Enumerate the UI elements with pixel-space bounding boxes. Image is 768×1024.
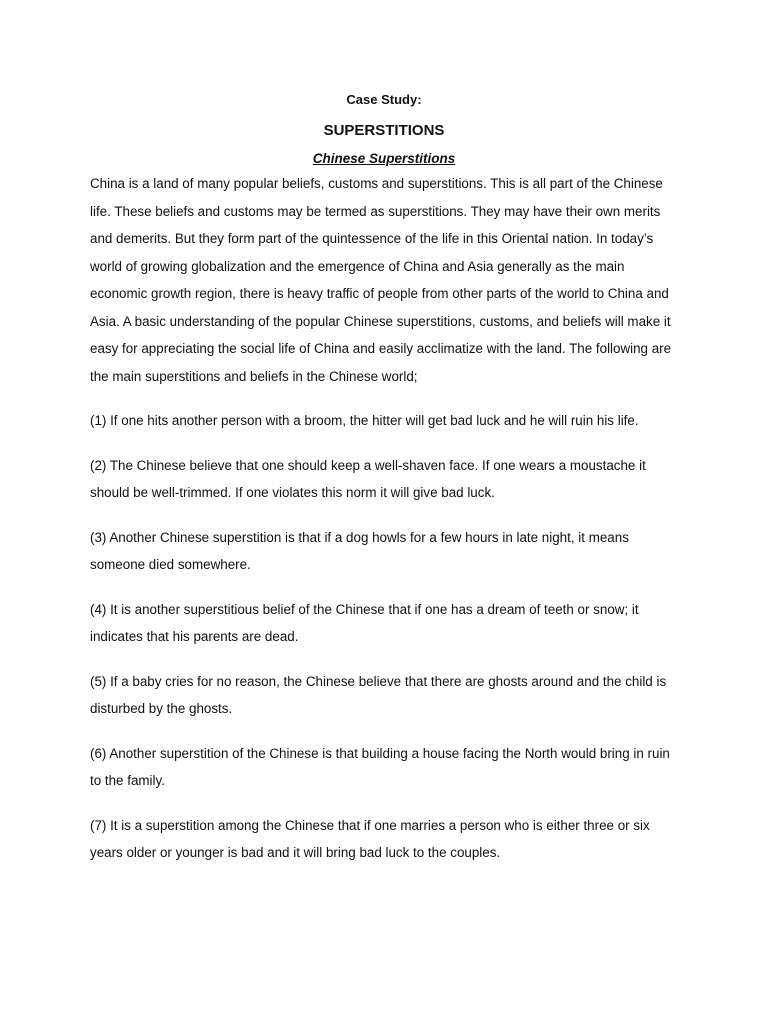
superstition-item-3: (3) Another Chinese superstition is that if a dog howls for a few hours in late night, it means someone died somewhere. [90, 529, 629, 572]
document-title: SUPERSTITIONS [323, 122, 445, 139]
superstition-item-7: (7) It is a superstition among the Chinese that if one marries a person who is either three or six years older or younger is bad and it will bring bad luck to the couples. [90, 817, 650, 860]
document-subtitle: Chinese Superstitions [312, 151, 456, 166]
superstition-item-6: (6) Another superstition of the Chinese is that building a house facing the North would bring in ruin to the family. [90, 745, 670, 788]
case-study-heading: Case Study: [346, 92, 422, 107]
intro-paragraph: China is a land of many popular beliefs, customs and superstitions. This is all part of the Chinese life. These beliefs and customs may be termed as superstitions. They may have their own merits and demerits. But they form part of the quintessence of the life in this Oriental nation. In today’s world of growing globalization and the emergence of China and Asia generally as the main economic growth region, there is heavy traffic of people from other parts of the world to China and Asia. A basic understanding of the popular Chinese superstitions, customs, and beliefs will make it easy for appreciating the social life of China and easily acclimatize with the land. The following are the main superstitions and beliefs in the Chinese world; [90, 176, 672, 384]
superstition-item-2: (2) The Chinese believe that one should keep a well-shaven face. If one wears a moustache it should be well-trimmed. If one violates this norm it will give bad luck. [90, 457, 646, 500]
document-body [90, 90, 678, 867]
superstition-item-4: (4) It is another superstitious belief of the Chinese that if one has a dream of teeth or snow; it indicates that his parents are dead. [90, 601, 639, 644]
superstition-item-5: (5) If a baby cries for no reason, the Chinese believe that there are ghosts around and the child is disturbed by the ghosts. [90, 673, 667, 716]
superstition-item-1: (1) If one hits another person with a broom, the hitter will get bad luck and he will ruin his life. [90, 413, 639, 428]
